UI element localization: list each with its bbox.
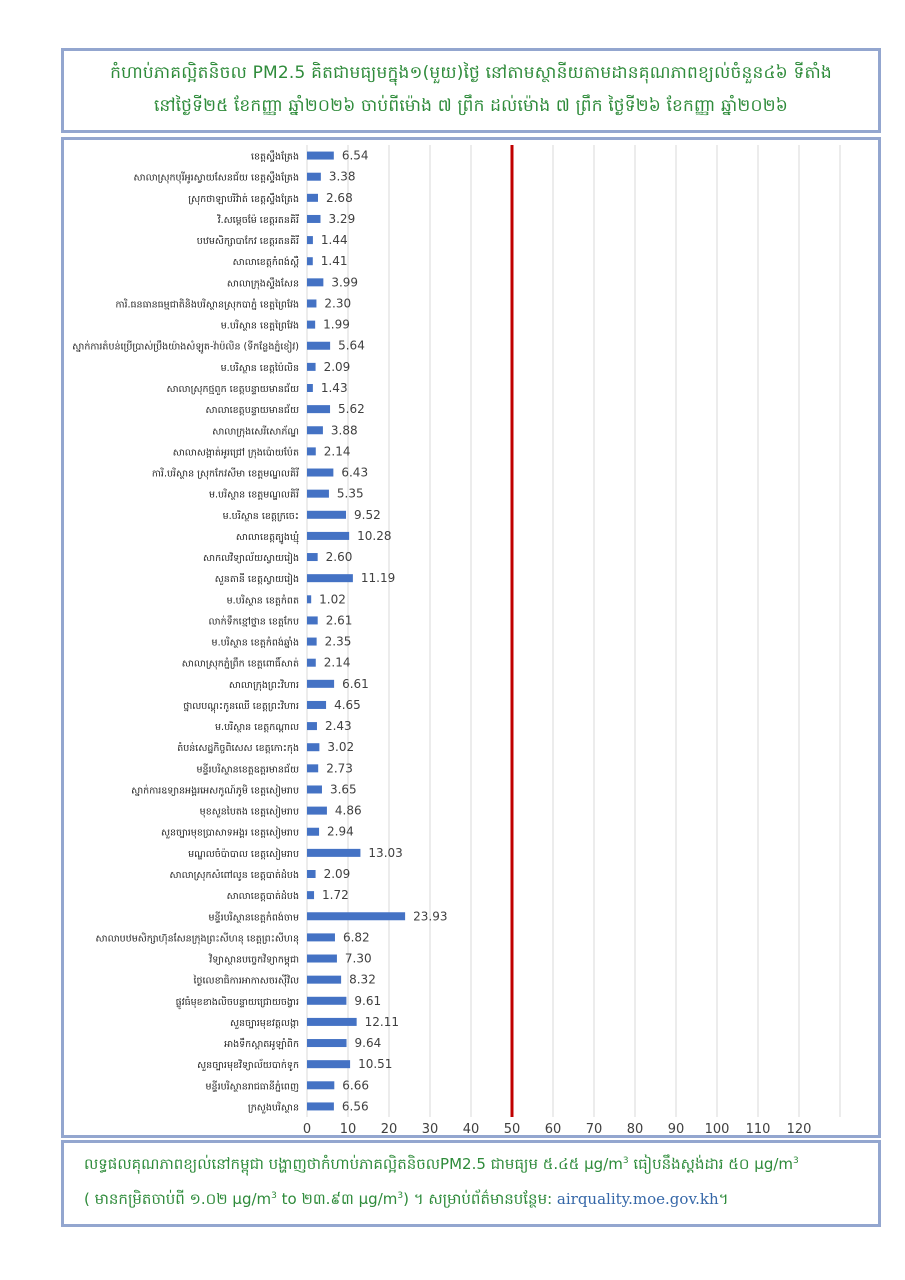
data-label-12: 5.62 [338, 402, 365, 417]
data-label-32: 2.94 [327, 824, 354, 839]
category-label-10: ម.បរិស្ថាន ខេត្តប៉ៃលិន [220, 362, 299, 374]
category-label-14: សាលាសង្កាត់អូរជ្រៅ ក្រុងប៉ោយប៉ែត [172, 447, 299, 459]
unit-superscript: 3 [397, 1191, 404, 1201]
category-label-29: មន្ទីរបរិស្ថានខេត្តឧត្តរមានជ័យ [196, 764, 299, 776]
x-tick-label-10: 10 [339, 1122, 357, 1135]
data-label-14: 2.14 [323, 444, 351, 459]
data-label-8: 1.99 [323, 317, 350, 332]
data-label-16: 5.35 [336, 486, 364, 501]
bar-15 [307, 469, 333, 477]
category-label-31: មុខសួនបៃតង ខេត្តសៀមរាប [199, 806, 299, 818]
category-label-4: បឋមសិក្សាបាកែវ ខេត្តរតនគិរី [196, 236, 299, 248]
unit-superscript: 3 [793, 1156, 799, 1166]
data-label-28: 3.02 [327, 740, 355, 755]
chart-title-line-2: នៅថ្ងៃទី២៥ ខែកញ្ញា ឆ្នាំ២០២៦ ចាប់ពីម៉ោង ៧ ព្រឹក ដល់ម៉ោង ៧ ព្រឹក ថ្ងៃទី២៦ ខែកញ្ញា ឆ្នាំ២០២៦ [153, 96, 789, 116]
summary-text-2c: ) ។ សម្រាប់ព័ត៌មានបន្ថែម: [403, 1190, 557, 1208]
bar-6 [307, 278, 323, 286]
bar-22 [307, 616, 318, 624]
x-tick-label-90: 90 [667, 1122, 685, 1135]
data-label-23: 2.35 [324, 634, 352, 649]
x-tick-label-0: 0 [302, 1122, 312, 1135]
data-label-36: 23.93 [413, 909, 448, 924]
bar-13 [307, 426, 323, 434]
bar-20 [307, 574, 353, 582]
category-label-7: ការិ.ធនធានធម្មជាតិនិងបរិស្ថានស្រុកបាភ្នំ ខេត្តព្រៃវែង [115, 299, 299, 311]
bar-7 [307, 299, 316, 307]
category-label-30: ស្នាក់ការឧទ្យានអង្គរអេសកូណ៍ភូមិ ខេត្តសៀមរាប [131, 785, 299, 797]
category-label-1: សាលាស្រុកបុរីអូរស្វាយសែនជ័យ ខេត្តស្ទឹងត្រែង [133, 172, 299, 184]
category-label-18: សាលាខេត្តត្បូងឃ្មុំ [235, 531, 299, 543]
bar-5 [307, 257, 313, 265]
data-label-20: 11.19 [360, 571, 396, 586]
category-label-2: ស្រុកថាឡាបរិវ៉ាត់ ខេត្តស្ទឹងត្រែង [188, 193, 299, 205]
bar-9 [307, 342, 330, 350]
bar-36 [307, 912, 405, 920]
data-label-15: 6.43 [341, 465, 369, 480]
chart-title-line-1: កំហាប់ភាគល្អិតនិចល PM2.5 គិតជាមធ្យមក្នុង១(មួយ)ថ្ងៃ នៅតាមស្ថានីយតាមដានគុណភាពខ្យល់ចំនួន៤៦ ទីតាំង [110, 63, 832, 83]
category-label-16: ម.បរិស្ថាន ខេត្តមណ្ឌលគិរី [209, 489, 299, 501]
x-tick-label-110: 110 [745, 1122, 771, 1135]
bar-16 [307, 490, 329, 498]
bar-32 [307, 828, 319, 836]
bar-26 [307, 701, 326, 709]
data-label-11: 1.43 [320, 381, 348, 395]
data-label-39: 8.32 [349, 972, 376, 987]
category-label-5: សាលាខេត្តកំពង់ស្ពឺ [232, 257, 299, 269]
data-label-33: 13.03 [368, 845, 403, 860]
bar-45 [307, 1102, 334, 1110]
summary-text-2a: ( មានកម្រិតចាប់ពី ១.០២ µg/m [84, 1190, 272, 1208]
bar-0 [307, 152, 334, 160]
category-label-8: ម.បរិស្ថាន ខេត្តព្រៃវែង [220, 320, 299, 332]
category-label-6: សាលាក្រុងស្ទឹងសែន [226, 278, 299, 290]
data-label-1: 3.38 [328, 169, 356, 184]
data-label-29: 2.73 [326, 761, 353, 776]
x-tick-label-60: 60 [544, 1122, 562, 1135]
bar-25 [307, 680, 334, 688]
bar-1 [307, 173, 321, 181]
category-label-26: ថ្នាលបណ្តុះកូនឈើ ខេត្តព្រះវិហារ [183, 700, 299, 712]
data-label-2: 2.68 [325, 190, 353, 205]
summary-line-1 [84, 1155, 870, 1177]
category-label-39: ថ្ងៃលេខាធិការអាកាសចរស៊ីវិល [193, 975, 299, 987]
category-label-3: វិ.សម្តេចម៉ែ ខេត្តរតនគិរី [217, 214, 299, 226]
bar-14 [307, 447, 316, 455]
summary-footer [61, 1140, 881, 1227]
bar-23 [307, 638, 317, 646]
category-label-23: ម.បរិស្ថាន ខេត្តកំពង់ឆ្នាំង [211, 637, 299, 649]
x-tick-label-120: 120 [786, 1122, 812, 1135]
bar-28 [307, 743, 319, 751]
category-label-21: ម.បរិស្ថាន ខេត្តកំពត [226, 595, 299, 607]
category-label-37: សាលាបឋមសិក្សាហ៊ុនសែនក្រុងព្រះសីហនុ ខេត្តព្រះសីហនុ [95, 933, 299, 945]
category-label-45: ក្រសួងបរិស្ថាន [247, 1102, 299, 1114]
category-label-20: សួនតានី ខេត្តស្វាយរៀង [214, 574, 299, 586]
bar-11 [307, 384, 313, 392]
data-label-31: 4.86 [334, 803, 362, 818]
x-tick-label-100: 100 [704, 1122, 730, 1135]
data-label-27: 2.43 [324, 719, 352, 734]
bar-27 [307, 722, 317, 730]
bar-2 [307, 194, 318, 202]
category-label-41: សួនច្បារមុខវត្តលង្កា [229, 1017, 299, 1029]
data-label-9: 5.64 [338, 338, 365, 353]
category-label-28: តំបន់សេដ្ឋកិច្ចពិសេស ខេត្តកោះកុង [177, 743, 299, 755]
data-label-40: 9.61 [354, 993, 382, 1008]
bar-30 [307, 785, 322, 793]
category-label-13: សាលាក្រុងសេរីសោភ័ណ្ឌ [212, 426, 299, 438]
category-label-32: សួនច្បារមុខប្រាសាទអង្គរ ខេត្តសៀមរាប [160, 827, 299, 839]
data-label-3: 3.29 [328, 211, 356, 226]
category-label-35: សាលាខេត្តបាត់ដំបង [226, 891, 299, 903]
summary-text-1b: ធៀបនឹងស្តង់ដារ ៥០ µg/m [628, 1155, 794, 1173]
bar-8 [307, 321, 315, 329]
category-label-22: លាក់ទឹកខ្មៅថ្នាន ខេត្តកែប [208, 616, 299, 628]
x-tick-label-40: 40 [462, 1122, 480, 1135]
category-label-15: ការិ.បរិស្ថាន ស្រុកកែវសីមា ខេត្តមណ្ឌលគិរី [151, 468, 299, 480]
bar-21 [307, 595, 311, 603]
category-label-17: ម.បរិស្ថាន ខេត្តក្រចេះ [222, 510, 299, 522]
bar-42 [307, 1039, 347, 1047]
data-label-18: 10.28 [357, 528, 392, 543]
bar-40 [307, 997, 346, 1005]
bar-31 [307, 807, 327, 815]
category-label-43: សួនច្បារមុខវិទ្យាល័យបាក់ទូក [197, 1060, 299, 1072]
bar-37 [307, 933, 335, 941]
bar-33 [307, 849, 360, 857]
data-label-19: 2.60 [325, 550, 353, 565]
data-label-6: 3.99 [331, 275, 359, 290]
category-label-25: សាលាក្រុងព្រះវិហារ [228, 679, 299, 691]
category-label-36: មន្ទីរបរិស្ថានខេត្តកំពង់ចាម [208, 912, 299, 924]
data-label-22: 2.61 [325, 613, 353, 628]
bar-17 [307, 511, 346, 519]
category-label-40: ផ្លូវធំមុខខាងលិចបន្ទាយជ្រោយចង្វារ [175, 996, 299, 1008]
category-label-11: សាលាស្រុកថ្មពួក ខេត្តបន្ទាយមានជ័យ [166, 384, 299, 395]
summary-text-end: ។ [718, 1190, 729, 1208]
category-label-19: សាកលវិទ្យាល័យស្វាយរៀង [203, 553, 299, 565]
bar-4 [307, 236, 313, 244]
data-label-38: 7.30 [344, 951, 372, 966]
category-label-44: មន្ទីរបរិស្ថានរាជធានីភ្នំពេញ [205, 1081, 299, 1093]
data-label-5: 1.41 [320, 254, 348, 269]
data-label-42: 9.64 [354, 1036, 382, 1051]
data-label-7: 2.30 [324, 296, 352, 311]
data-label-21: 1.02 [319, 592, 346, 607]
bar-chart [64, 140, 878, 1135]
data-label-17: 9.52 [354, 507, 381, 522]
unit-superscript: 3 [622, 1156, 629, 1166]
bar-18 [307, 532, 349, 540]
bar-10 [307, 363, 316, 371]
data-label-25: 6.61 [342, 676, 369, 691]
category-label-24: សាលាស្រុកភ្នំព្រឹក ខេត្តពោធិ៍សាត់ [181, 658, 299, 670]
bar-3 [307, 215, 320, 223]
website-link[interactable]: airquality.moe.gov.kh [556, 1190, 719, 1208]
data-label-34: 2.09 [323, 867, 351, 881]
data-label-4: 1.44 [320, 233, 348, 248]
chart-title-box [61, 48, 881, 133]
bar-44 [307, 1081, 334, 1089]
data-label-30: 3.65 [329, 782, 357, 797]
bar-24 [307, 659, 316, 667]
bar-29 [307, 764, 318, 772]
category-label-27: ម.បរិស្ថាន ខេត្តកណ្តាល [215, 722, 299, 734]
bar-35 [307, 891, 314, 899]
x-tick-label-20: 20 [380, 1122, 398, 1135]
summary-line-2 [84, 1190, 870, 1212]
chart-area [61, 137, 881, 1138]
x-tick-label-50: 50 [503, 1122, 521, 1135]
x-tick-label-70: 70 [585, 1122, 603, 1135]
category-label-9: ស្នាក់ការតំបន់ប្រើប្រាស់ប្រឹងយ៉ាងសំឡូត-វ៉ាប៉លិន (ទីកន្លែងភ្នំខៀវ) [72, 341, 299, 353]
x-tick-label-30: 30 [421, 1122, 439, 1135]
category-label-34: សាលាស្រុកសំពៅលូន ខេត្តបាត់ដំបង [169, 870, 299, 881]
category-label-0: ខេត្តស្ទឹងត្រែង [250, 151, 299, 163]
bar-12 [307, 405, 330, 413]
category-label-12: សាលាខេត្តបន្ទាយមានជ័យ [205, 405, 299, 417]
summary-text-1a: លទ្ធផលគុណភាពខ្យល់នៅកម្ពុជា បង្ហាញថាកំហាប់ភាគល្អិតនិចលPM2.5 ជាមធ្យម ៥.៤៥ µg/m [84, 1155, 623, 1173]
bar-38 [307, 955, 337, 963]
bar-39 [307, 976, 341, 984]
bar-34 [307, 870, 316, 878]
summary-text-2b: to ២៣.៩៣ µg/m [276, 1190, 398, 1208]
category-label-33: មណ្ឌលចំប៉ាបាល ខេត្តសៀមរាប [188, 848, 299, 860]
bar-19 [307, 553, 318, 561]
data-label-0: 6.54 [341, 148, 369, 163]
data-label-45: 6.56 [341, 1099, 369, 1114]
data-label-35: 1.72 [322, 888, 349, 903]
data-label-44: 6.66 [342, 1078, 370, 1093]
category-label-42: អាងទឹកស្តាតអូឡាំពិក [224, 1039, 299, 1051]
data-label-37: 6.82 [342, 930, 370, 945]
bar-43 [307, 1060, 350, 1068]
data-label-24: 2.14 [323, 655, 351, 670]
category-label-38: វិទ្យាស្ថានបច្ចេកវិទ្យាកម្ពុជា [209, 954, 299, 966]
data-label-13: 3.88 [330, 423, 358, 438]
data-label-43: 10.51 [358, 1057, 393, 1072]
unit-superscript: 3 [271, 1191, 277, 1201]
bar-41 [307, 1018, 357, 1026]
data-label-26: 4.65 [334, 697, 361, 712]
data-label-41: 12.11 [364, 1014, 400, 1029]
x-tick-label-80: 80 [626, 1122, 644, 1135]
data-label-10: 2.09 [323, 359, 351, 374]
